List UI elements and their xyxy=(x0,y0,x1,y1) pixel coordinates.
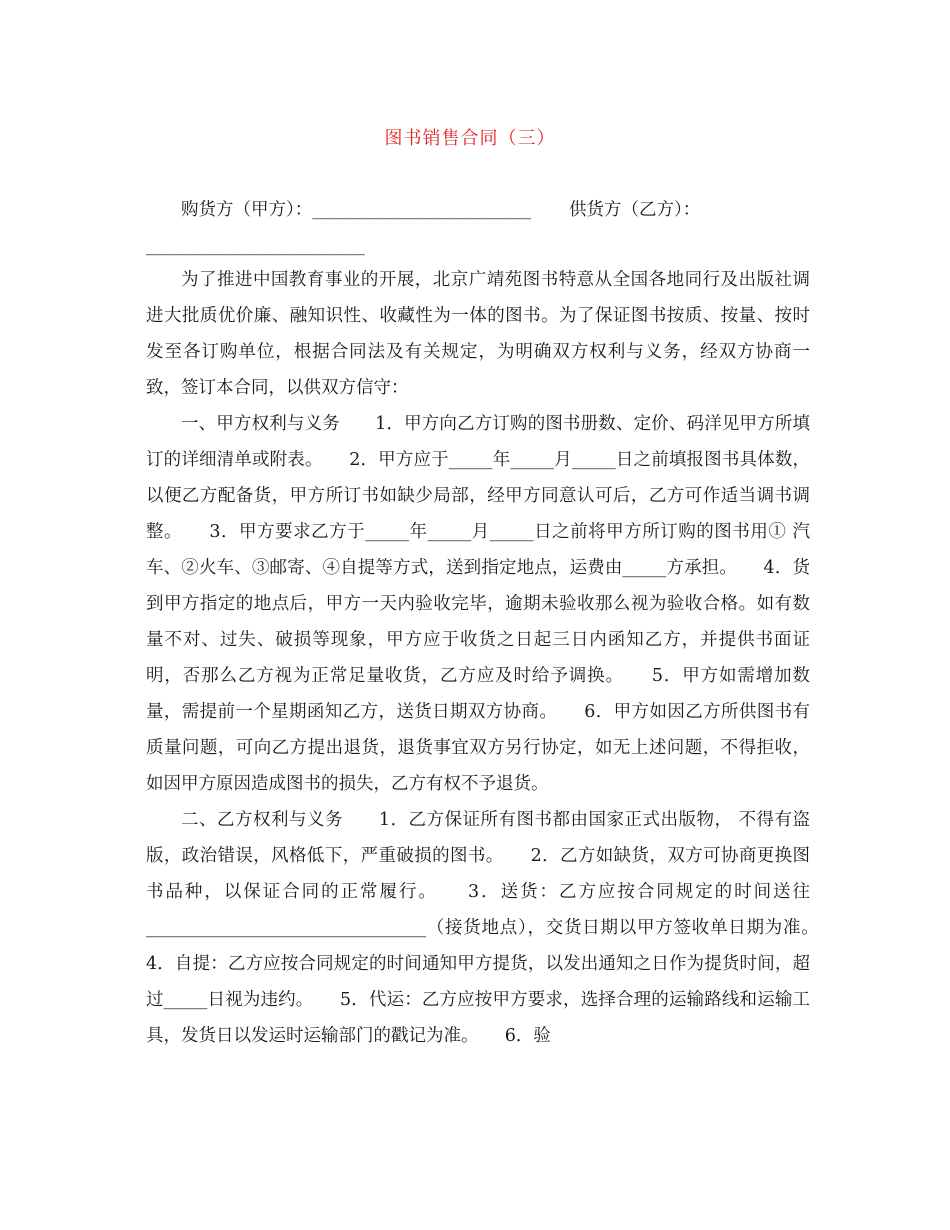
parties-line xyxy=(146,192,810,228)
section-2-paragraph: 二、乙方权利与义务 1．乙方保证所有图书都由国家正式出版物， 不得有盗版，政治错误，风格低下，严重破损的图书。 2．乙方如缺货，双方可协商更换图书品种，以保证合同的正常履行。 3．送货：乙方应按合同规定的时间送往________________________________（接货地点），交货日期以甲方签收单日期为准。 4．自提：乙方应按合同规定的时间通知甲方提货，以发出通知之日作为提货时间，超过_____日视为违约。 5．代运：乙方应按甲方要求，选择合理的运输路线和运输工具，发货日以发运时运输部门的戳记为准。 6．验 xyxy=(146,810,845,1046)
parties-block xyxy=(146,192,810,264)
supplier-blank-line xyxy=(146,228,810,264)
supplier-field: 供货方（乙方）： xyxy=(569,200,701,220)
document-title: 图书销售合同（三） xyxy=(384,128,556,149)
buyer-field: 购货方（甲方）：_________________________ xyxy=(181,200,531,220)
section-1-paragraph: 一、甲方权利与义务 1．甲方向乙方订购的图书册数、定价、码洋见甲方所填订的详细清单或附表。 2．甲方应于_____年_____月_____日之前填报图书具体数，以便乙方配备货，甲方所订书如缺少局部，经甲方同意认可后，乙方可作适当调书调整。 3．甲方要求乙方于_____年_____月_____日之前将甲方所订购的图书用① 汽车、②火车、③邮寄、④自提等方式，送到指定地点，运费由_____方承担。 4．货到甲方指定的地点后，甲方一天内验收完毕，逾期未验收那么视为验收合格。如有数量不对、过失、破损等现象，甲方应于收货之日起三日内函知乙方，并提供书面证明，否那么乙方视为正常足量收货，乙方应及时给予调换。 5．甲方如需增加数量，需提前一个星期函知乙方，送货日期双方协商。 6．甲方如因乙方所供图书有质量问题，可向乙方提出退货，退货事宜双方另行协定，如无上述问题，不得拒收，如因甲方原因造成图书的损失，乙方有权不予退货。 xyxy=(146,414,810,794)
supplier-blank: _________________________ xyxy=(146,236,365,256)
contract-body xyxy=(146,262,845,1054)
intro-paragraph: 为了推进中国教育事业的开展，北京广靖苑图书特意从全国各地同行及出版社调进大批质优价廉、融知识性、收藏性为一体的图书。为了保证图书按质、按量、按时发至各订购单位，根据合同法及有关规定，为明确双方权利与义务，经双方协商一致，签订本合同，以供双方信守： xyxy=(146,270,810,398)
